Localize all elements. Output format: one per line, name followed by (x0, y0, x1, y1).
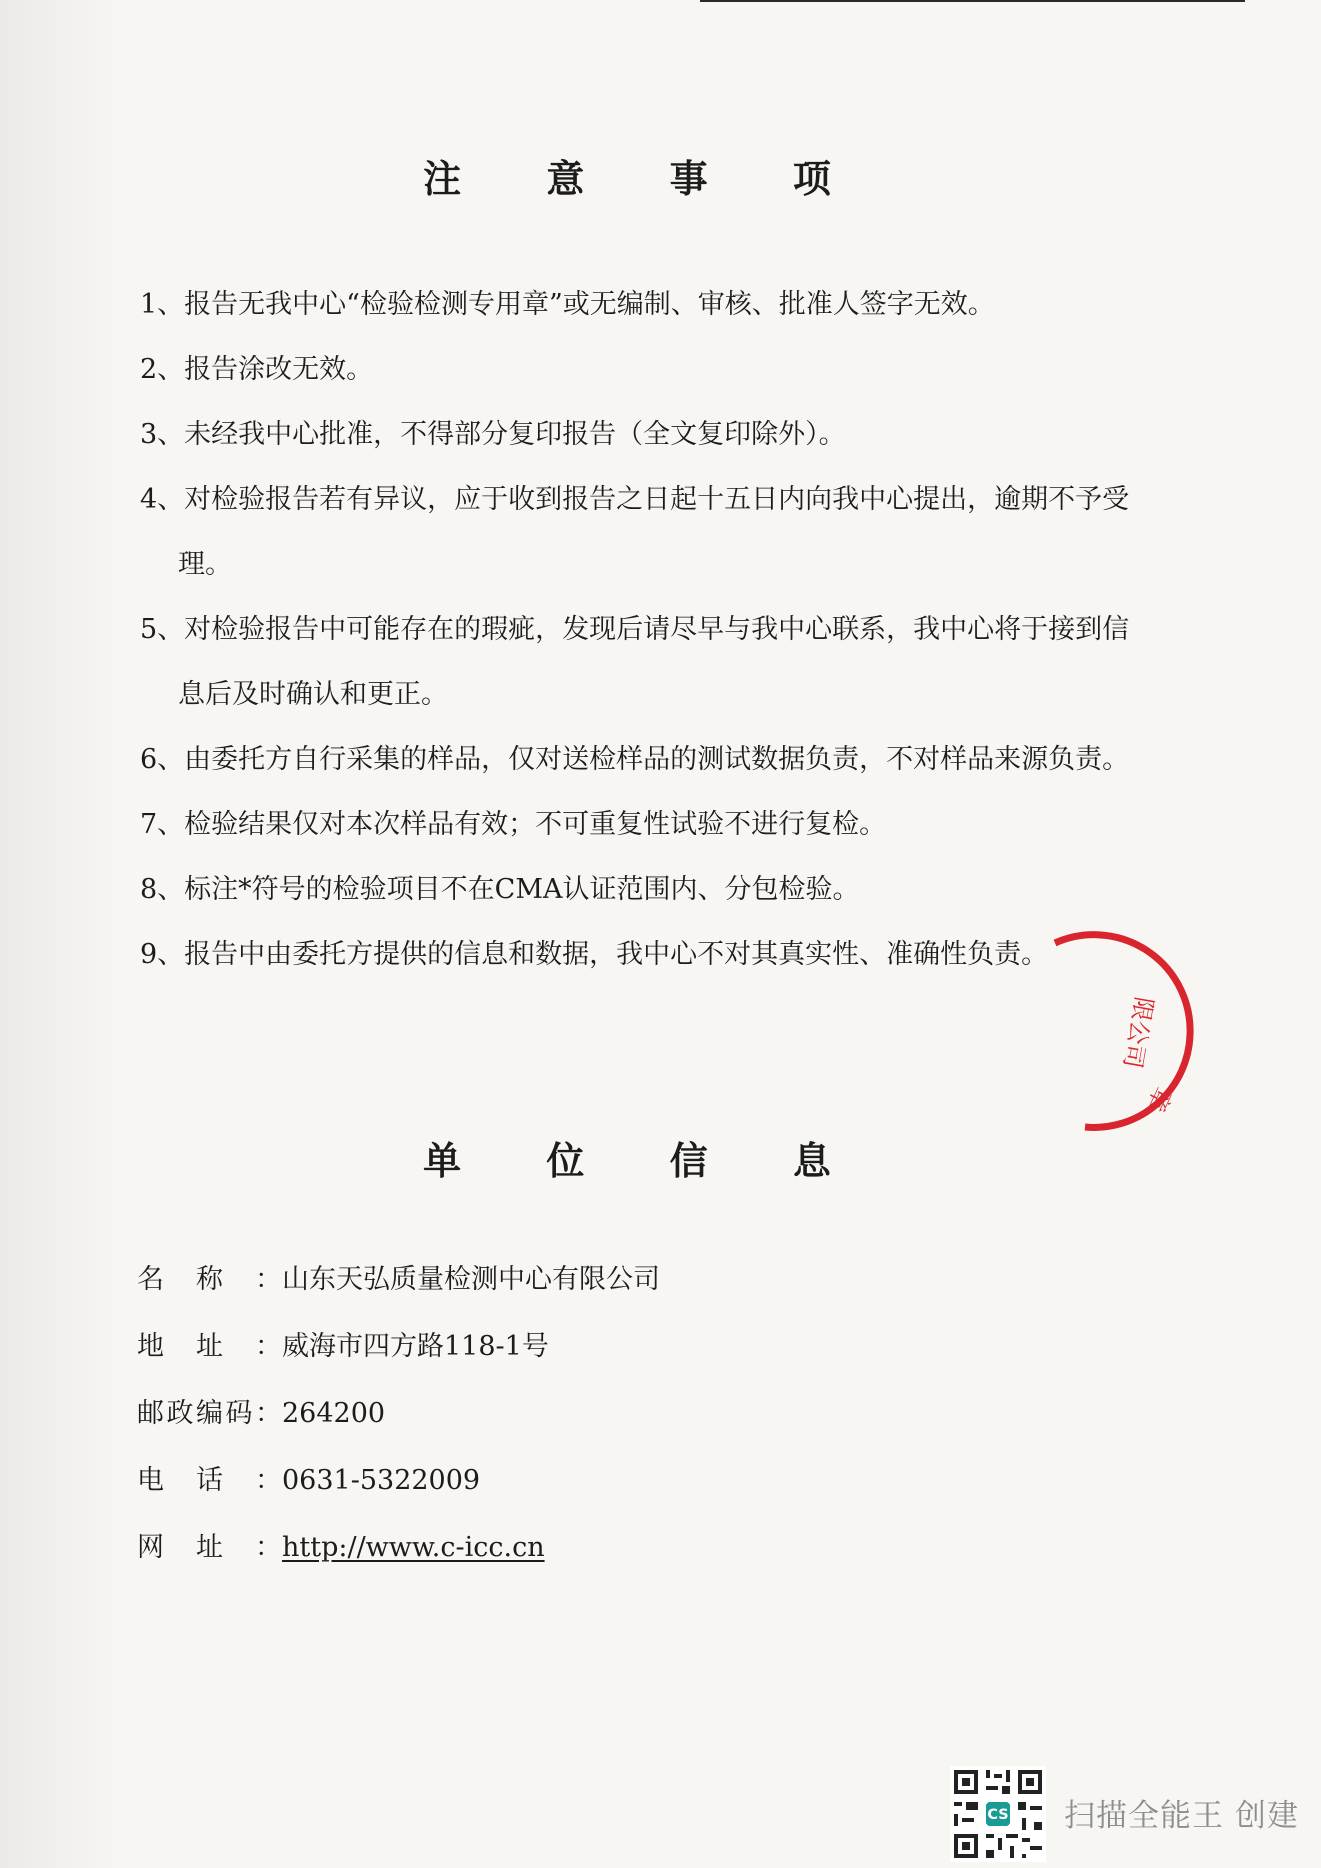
address-value: 威海市四方路118-1号 (282, 1331, 549, 1362)
info-row-address (137, 1324, 660, 1391)
postcode-label: 邮政编码： (137, 1398, 282, 1429)
name-value: 山东天弘质量检测中心有限公司 (282, 1264, 660, 1295)
notice-item-9: 9、报告中由委托方提供的信息和数据，我中心不对其真实性、准确性负责。 (140, 939, 1049, 970)
notice-item-1: 1、报告无我中心“检验检测专用章”或无编制、审核、批准人签字无效。 (140, 289, 995, 320)
unit-info-list (137, 1257, 660, 1592)
name-label: 名称： (137, 1264, 282, 1295)
postcode-value: 264200 (282, 1398, 386, 1429)
unit-info-title: 单 位 信 息 (423, 1138, 867, 1183)
red-seal-stamp (1118, 935, 1205, 1135)
notice-list (140, 272, 1150, 987)
notice-item-4: 4、对检验报告若有异议，应于收到报告之日起十五日内向我中心提出，逾期不予受理。 (140, 484, 1130, 580)
scanner-watermark-text: 扫描全能王 创建 (1064, 1798, 1299, 1834)
notice-item-6: 6、由委托方自行采集的样品，仅对送检样品的测试数据负责，不对样品来源负责。 (140, 744, 1130, 775)
info-row-phone (137, 1458, 660, 1525)
website-label: 网址： (137, 1532, 282, 1563)
page-edge-line (700, 0, 1245, 2)
info-row-name (137, 1257, 660, 1324)
camscanner-qr-icon (950, 1766, 1046, 1862)
svg-text:章: 章 (1141, 1082, 1177, 1117)
notice-title: 注 意 事 项 (423, 156, 867, 201)
phone-label: 电话： (137, 1465, 282, 1496)
website-link[interactable]: http://www.c-icc.cn (282, 1532, 545, 1563)
svg-text:CS: CS (987, 1807, 1009, 1824)
notice-item-2: 2、报告涂改无效。 (140, 354, 374, 385)
address-label: 地址： (137, 1331, 282, 1362)
notice-item-8: 8、标注*符号的检验项目不在CMA认证范围内、分包检验。 (140, 874, 860, 905)
notice-item-7: 7、检验结果仅对本次样品有效；不可重复性试验不进行复检。 (140, 809, 887, 840)
info-row-website (137, 1525, 660, 1592)
notice-item-3: 3、未经我中心批准，不得部分复印报告（全文复印除外）。 (140, 419, 846, 450)
phone-value: 0631-5322009 (282, 1465, 481, 1496)
notice-item-5: 5、对检验报告中可能存在的瑕疵，发现后请尽早与我中心联系，我中心将于接到信息后及时确认和更正。 (140, 614, 1130, 710)
info-row-postcode (137, 1391, 660, 1458)
page-shadow (0, 0, 120, 1868)
svg-text:限公司: 限公司 (1118, 994, 1159, 1071)
